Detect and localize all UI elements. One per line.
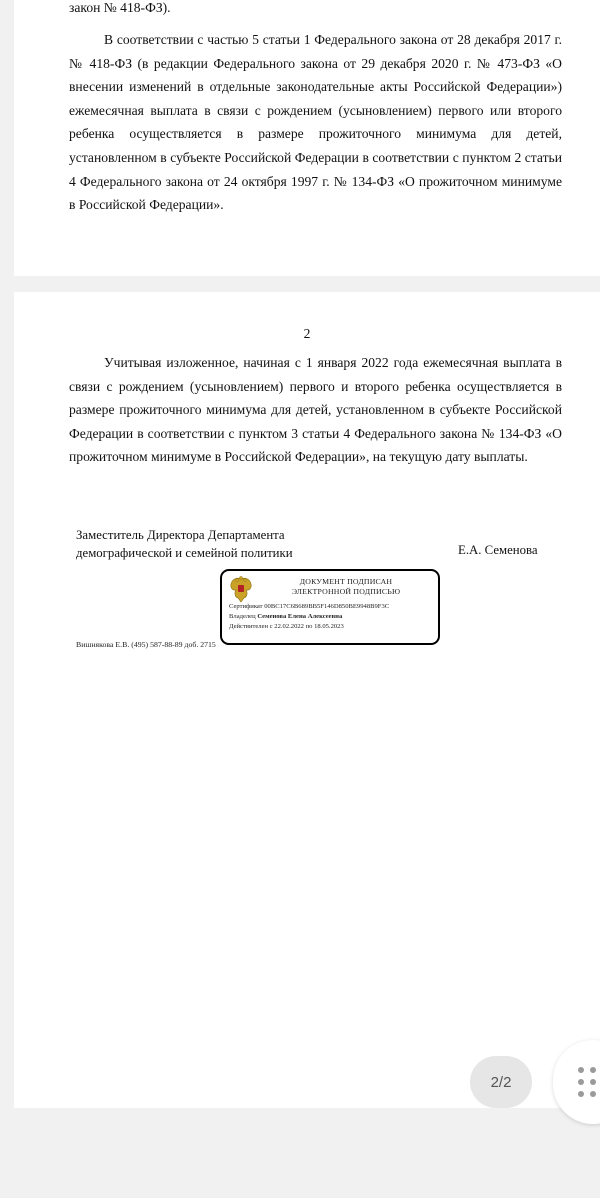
signer-title-line-2: демографической и семейной политики [76, 546, 293, 560]
owner-value: Семенова Елена Алексеевна [257, 613, 343, 620]
document-page-2 [14, 292, 600, 1108]
stamp-certificate [229, 602, 389, 611]
document-page-1 [14, 0, 600, 276]
certificate-label: Сертификат [229, 603, 263, 610]
stamp-title-line-1: ДОКУМЕНТ ПОДПИСАН [299, 577, 393, 586]
valid-from-label: Действителен с [229, 623, 273, 630]
owner-label: Владелец [229, 613, 256, 620]
stamp-validity [229, 622, 344, 631]
page-indicator[interactable]: 2/2 [470, 1056, 532, 1108]
signer-title-line-1: Заместитель Директора Департамента [76, 528, 285, 542]
signer-name: Е.А. Семенова [458, 543, 538, 557]
stamp-title-line-2: ЭЛЕКТРОННОЙ ПОДПИСЬЮ [291, 587, 401, 596]
paragraph-conclusion: Учитывая изложенное, начиная с 1 января 2022 года ежемесячная выплата в связи с рождением (усыновлением) первого и второго ребенка осуществляется в размере прожиточного минимума для детей, установленном в субъекте Российской Федерации в соответствии с пунктом 3 статьи 4 Федерального закона № 134-ФЗ «О прожиточном минимуме в Российской Федерации», на текущую дату выплаты. [69, 355, 562, 465]
stamp-owner [229, 612, 342, 621]
coat-of-arms-icon [228, 576, 254, 604]
valid-to-value: 18.05.2023 [314, 623, 344, 630]
paragraph-law-reference: В соответствии с частью 5 статьи 1 Федерального закона от 28 декабря 2017 г. № 418-ФЗ (в редакции Федерального закона от 29 декабря 2020 г. № 473-ФЗ «О внесении изменений в отдельные законодательные акты Российской Федерации») ежемесячная выплата в связи с рождением (усыновлением) первого или второго ребенка осуществляется в размере прожиточного минимума для детей, установленном в субъекте Российской Федерации в соответствии с пунктом 2 статьи 4 Федерального закона от 24 октября 1997 г. № 134-ФЗ «О прожиточном минимуме в Российской Федерации». [69, 32, 562, 213]
grid-dots-icon [577, 1066, 600, 1098]
valid-from-value: 22.02.2022 [274, 623, 304, 630]
stamp-title [262, 577, 430, 597]
continued-text: закон № 418-ФЗ). [69, 0, 171, 15]
electronic-signature-stamp [220, 569, 440, 645]
page-number: 2 [303, 326, 311, 341]
certificate-value: 00BC17C6B689BB5F146D850BE9948B9F3C [264, 603, 390, 610]
valid-to-label: по [305, 623, 313, 630]
contact-line: Вишнякова Е.В. (495) 587-88-89 доб. 2715 [76, 640, 216, 649]
signer-title [76, 526, 293, 562]
